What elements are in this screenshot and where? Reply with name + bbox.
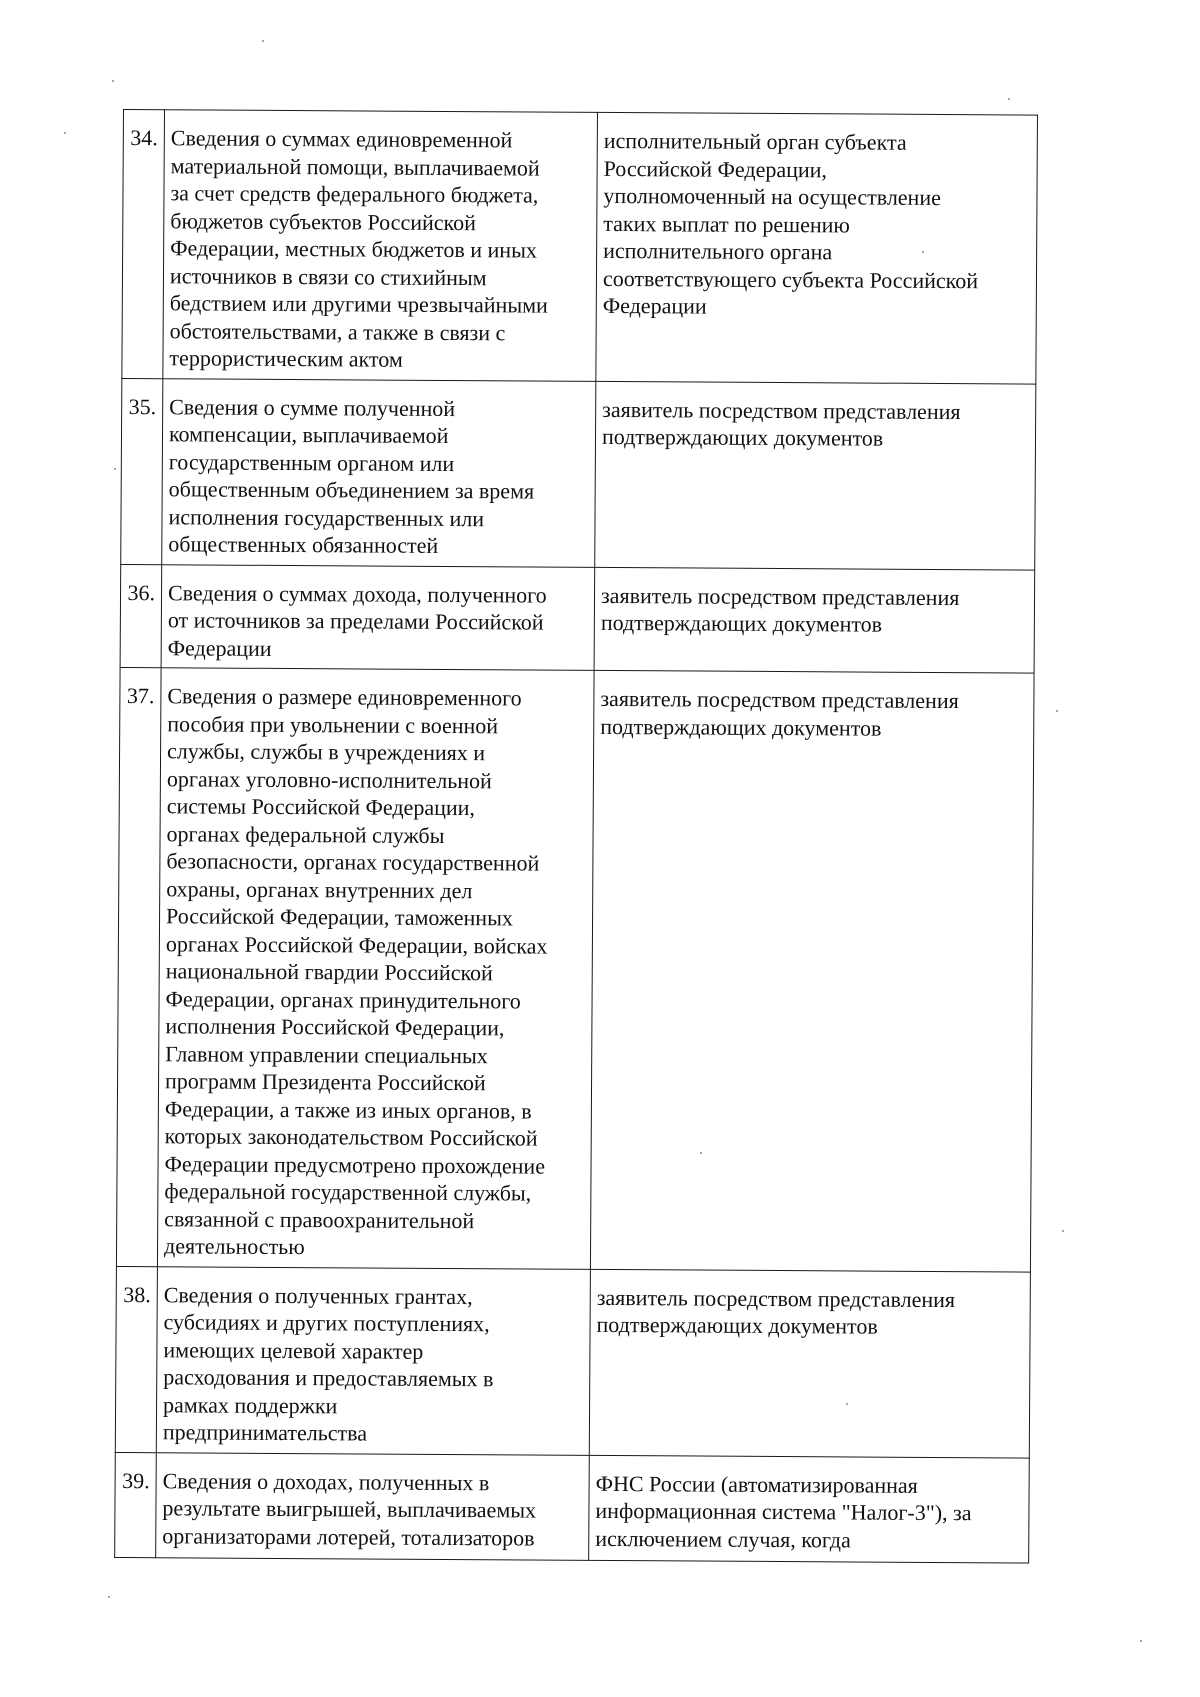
data-sources-table — [114, 109, 1038, 1564]
scan-speck — [112, 80, 114, 82]
scan-speck — [262, 40, 264, 42]
table-row — [115, 1452, 1030, 1563]
scan-speck — [1056, 710, 1058, 712]
row-number: 34. — [122, 110, 165, 379]
row-number: 37. — [116, 667, 161, 1266]
scan-speck — [700, 1152, 702, 1154]
info-source: заявитель посредством представления подтверждающих документов — [590, 670, 1034, 1271]
table-row — [121, 378, 1036, 570]
info-description: Сведения о размере единовременного пособия при увольнении с военной службы, службы в учреждениях и органах уголовно-исполнительной системы Российской Федерации, органах федеральной службы безопасности, органах государственной охраны, органах внутренних дел Российской Федерации, таможенных органах Российской Федерации, войсках национальной гвардии Российской Федерации, органах принудительного исполнения Российской Федерации, Главном управлении специальных программ Президента Российской Федерации, а также из иных органов, в которых законодательством Российской Федерации предусмотрено прохождение федеральной государственной службы, связанной с правоохранительной деятельностью — [157, 668, 594, 1269]
scan-speck — [1062, 1230, 1064, 1232]
info-description: Сведения о сумме полученной компенсации, выплачиваемой государственным органом или общественным объединением за время исполнения государственных или общественных обязанностей — [162, 378, 596, 567]
row-number: 38. — [115, 1266, 157, 1452]
scan-speck — [114, 468, 116, 470]
scan-speck — [1008, 98, 1010, 100]
info-description: Сведения о полученных грантах, субсидиях и других поступлениях, имеющих целевой характер расходования и предоставляемых в рамках поддержки предпринимательства — [156, 1266, 590, 1455]
info-source: заявитель посредством представления подтверждающих документов — [595, 381, 1036, 570]
scan-speck — [64, 132, 66, 134]
info-description: Сведения о суммах единовременной материальной помощи, выплачиваемой за счет средств федерального бюджета, бюджетов субъектов Российской Федерации, местных бюджетов и иных источников в связи со стихийным бедствием или другими чрезвычайными обстоятельствами, а также в связи с террористическим актом — [163, 110, 598, 381]
table-row — [122, 110, 1038, 384]
scan-speck — [846, 1403, 848, 1405]
row-number: 35. — [121, 378, 163, 564]
row-number: 39. — [115, 1452, 157, 1558]
info-source: исполнительный орган субъекта Российской Федерации, уполномоченный на осуществление таких выплат по решению исполнительного органа соответствующего субъекта Российской Федерации — [596, 112, 1038, 383]
row-number: 36. — [120, 564, 162, 668]
table-row — [116, 667, 1034, 1271]
table-row — [115, 1266, 1030, 1458]
info-description: Сведения о доходах, полученных в результате выигрышей, выплачиваемых организаторами лотерей, тотализаторов — [156, 1452, 590, 1560]
scan-speck — [922, 251, 924, 253]
info-source: заявитель посредством представления подтверждающих документов — [589, 1269, 1030, 1458]
info-source: заявитель посредством представления подтверждающих документов — [594, 567, 1035, 673]
scan-speck — [108, 1596, 110, 1598]
scan-speck — [1140, 1640, 1142, 1642]
info-source: ФНС России (автоматизированная информационная система "Налог-3"), за исключением случая, когда — [589, 1455, 1030, 1563]
info-description: Сведения о суммах дохода, полученного от источников за пределами Российской Федерации — [161, 564, 595, 670]
table-row — [120, 564, 1035, 673]
